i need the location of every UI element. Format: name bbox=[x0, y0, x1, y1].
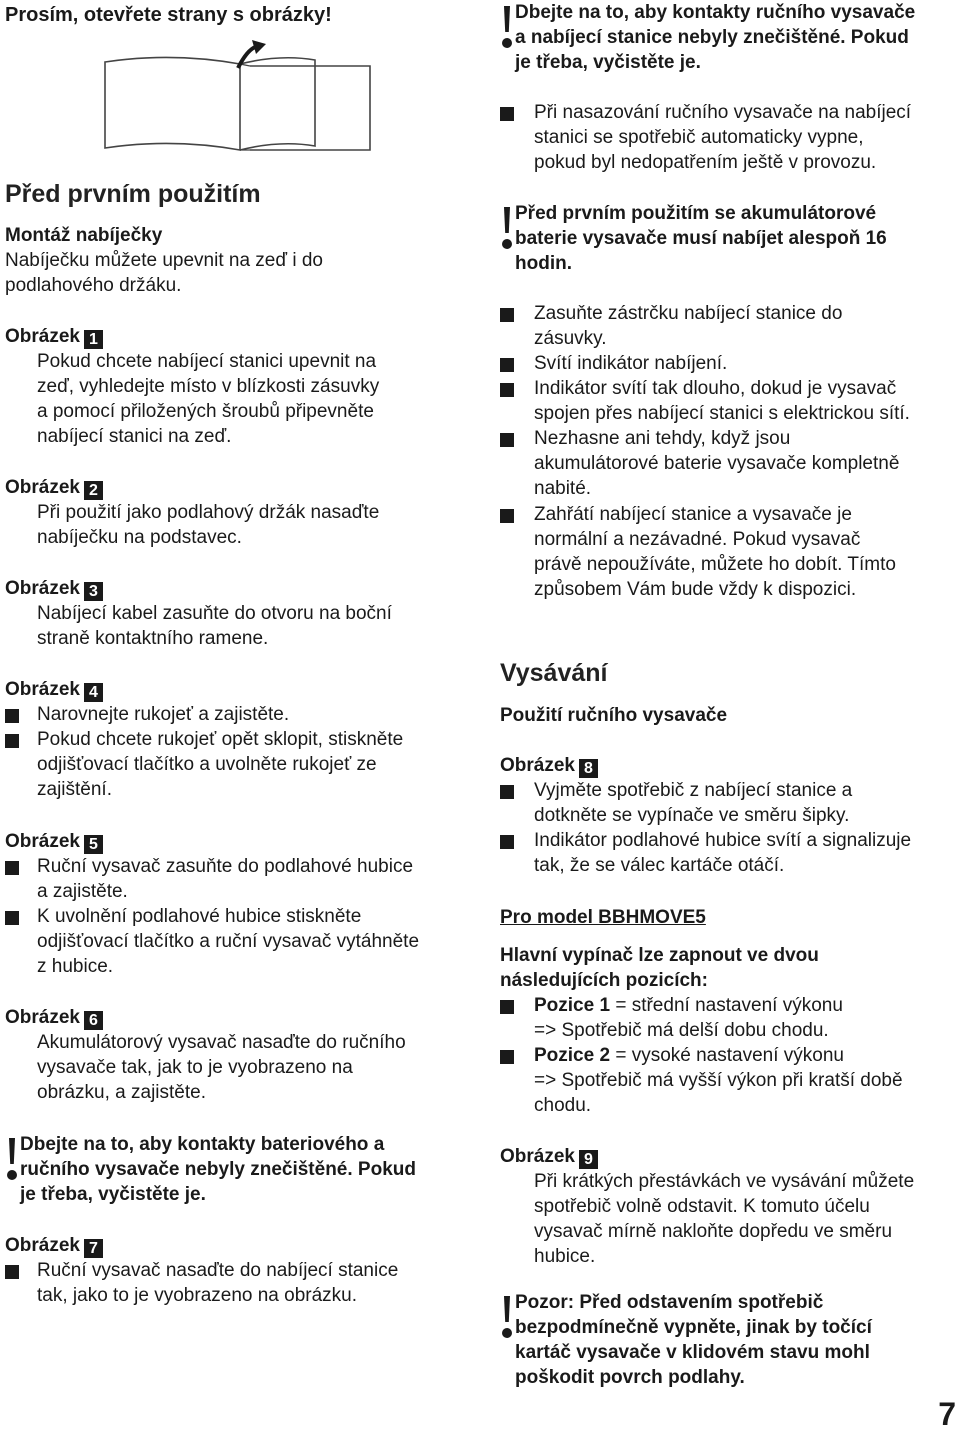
figure-1-label: Obrázek 1 bbox=[5, 324, 103, 349]
fig1-line: Pokud chcete nabíjecí stanici upevnit na bbox=[37, 351, 377, 372]
position-2-detail: chodu. bbox=[534, 1095, 592, 1116]
position-2: Pozice 2 = vysoké nastavení výkonu bbox=[534, 1045, 844, 1066]
charge-bullet-5: způsobem Vám bude vždy k dispozici. bbox=[534, 579, 857, 600]
bullet-square bbox=[5, 911, 19, 925]
fig7-bullet-1: tak, jako to je vyobrazeno na obrázku. bbox=[37, 1285, 358, 1306]
fig1-line: nabíjecí stanici na zeď. bbox=[37, 426, 232, 447]
charge-bullet-3: spojen přes nabíjecí stanici s elektrickou sítí. bbox=[534, 403, 910, 424]
warning-3-line: Pozor: Před odstavením spotřebič bbox=[515, 1292, 824, 1313]
switch-title: Hlavní vypínač lze zapnout ve dvou bbox=[500, 945, 819, 966]
position-1: Pozice 1 = střední nastavení výkonu bbox=[534, 995, 843, 1016]
fig7-bullet-1: Ruční vysavač nasaďte do nabíjecí stanice bbox=[37, 1260, 399, 1281]
model-title: Pro model BBHMOVE5 bbox=[500, 907, 706, 928]
bullet-square bbox=[5, 861, 19, 875]
page-number: 7 bbox=[938, 1396, 956, 1432]
fig1-line: zeď, vyhledejte místo v blízkosti zásuvky bbox=[37, 376, 380, 397]
bullet-square bbox=[5, 734, 19, 748]
charge-bullet-5: právě nepoužíváte, můžete ho dobít. Tímto bbox=[534, 554, 896, 575]
vysavani-title: Vysávání bbox=[500, 659, 608, 687]
charge-bullet-3: Indikátor svítí tak dlouho, dokud je vysavač bbox=[534, 378, 897, 399]
fig4-bullet-2: odjišťovací tlačítko a uvolněte rukojeť ze bbox=[37, 754, 377, 775]
fig8-bullet-1: dotkněte se vypínače ve směru šipky. bbox=[534, 805, 850, 826]
bullet-square bbox=[500, 835, 514, 849]
open-book-icon bbox=[100, 40, 375, 160]
warning-icon bbox=[500, 207, 514, 255]
section-title: Před prvním použitím bbox=[5, 180, 261, 208]
fig6-line: Akumulátorový vysavač nasaďte do ručního bbox=[37, 1032, 406, 1053]
fig1-line: a pomocí přiložených šroubů připevněte bbox=[37, 401, 374, 422]
fig4-bullet-2: zajištění. bbox=[37, 779, 112, 800]
fig4-bullet-2: Pokud chcete rukojeť opět sklopit, stiskněte bbox=[37, 729, 404, 750]
fig6-line: obrázku, a zajistěte. bbox=[37, 1082, 206, 1103]
fig2-line: nabíječku na podstavec. bbox=[37, 527, 242, 548]
figure-7-label: Obrázek 7 bbox=[5, 1233, 103, 1258]
fig5-bullet-2: K uvolnění podlahové hubice stiskněte bbox=[37, 906, 362, 927]
fig8-bullet-1: Vyjměte spotřebič z nabíjecí stanice a bbox=[534, 780, 853, 801]
charge-bullet-4: nabité. bbox=[534, 478, 592, 499]
warning-3-line: bezpodmínečně vypněte, jinak by točící bbox=[515, 1317, 872, 1338]
fig5-bullet-2: odjišťovací tlačítko a ruční vysavač vytáhněte bbox=[37, 931, 420, 952]
warning-icon bbox=[500, 1296, 514, 1344]
fig2-line: Při použití jako podlahový držák nasaďte bbox=[37, 502, 380, 523]
warning-icon bbox=[5, 1138, 19, 1186]
figure-6-label: Obrázek 6 bbox=[5, 1005, 103, 1030]
charge-bullet-4: akumulátorové baterie vysavače kompletně bbox=[534, 453, 900, 474]
montaz-line-2: podlahového držáku. bbox=[5, 275, 182, 296]
auto-off-line: Při nasazování ručního vysavače na nabíjecí bbox=[534, 102, 912, 123]
fig6-line: vysavače tak, jak to je vyobrazeno na bbox=[37, 1057, 353, 1078]
fig5-bullet-1: Ruční vysavač zasuňte do podlahové hubice bbox=[37, 856, 414, 877]
warning-top-line: a nabíjecí stanice nebyly znečištěné. Pokud bbox=[515, 27, 909, 48]
figure-8-label: Obrázek 8 bbox=[500, 753, 598, 778]
bullet-square bbox=[500, 433, 514, 447]
bullet-square bbox=[5, 709, 19, 723]
charge-bullet-2: Svítí indikátor nabíjení. bbox=[534, 353, 728, 374]
warning-2-line: baterie vysavače musí nabíjet alespoň 16 bbox=[515, 228, 887, 249]
fig4-bullet-1: Narovnejte rukojeť a zajistěte. bbox=[37, 704, 290, 725]
fig9-line: Při krátkých přestávkách ve vysávání můžete bbox=[534, 1171, 915, 1192]
switch-title: následujících pozicích: bbox=[500, 970, 708, 991]
charge-bullet-1: Zasuňte zástrčku nabíjecí stanice do bbox=[534, 303, 843, 324]
fig9-line: vysavač mírně nakloňte dopředu ve směru bbox=[534, 1221, 893, 1242]
fig5-bullet-2: z hubice. bbox=[37, 956, 114, 977]
fig8-bullet-2: tak, že se válec kartáče otáčí. bbox=[534, 855, 785, 876]
bullet-square bbox=[500, 785, 514, 799]
fig5-bullet-1: a zajistěte. bbox=[37, 881, 128, 902]
bullet-square bbox=[500, 1000, 514, 1014]
warning-top-line: je třeba, vyčistěte je. bbox=[515, 52, 701, 73]
warning-1-line: ručního vysavače nebyly znečištěné. Pokud bbox=[20, 1159, 416, 1180]
warning-icon bbox=[500, 6, 514, 54]
montaz-line-1: Nabíječku můžete upevnit na zeď i do bbox=[5, 250, 323, 271]
bullet-square bbox=[5, 1265, 19, 1279]
montaz-title: Montáž nabíječky bbox=[5, 225, 163, 246]
bullet-square bbox=[500, 509, 514, 523]
bullet-square bbox=[500, 107, 514, 121]
charge-bullet-1: zásuvky. bbox=[534, 328, 607, 349]
warning-1-line: je třeba, vyčistěte je. bbox=[20, 1184, 206, 1205]
bullet-square bbox=[500, 308, 514, 322]
charge-bullet-5: normální a nezávadné. Pokud vysavač bbox=[534, 529, 861, 550]
charge-bullet-5: Zahřátí nabíjecí stanice a vysavače je bbox=[534, 504, 852, 525]
warning-2-line: Před prvním použitím se akumulátorové bbox=[515, 203, 877, 224]
position-2-detail: => Spotřebič má vyšší výkon při kratší době bbox=[534, 1070, 903, 1091]
fig3-line: straně kontaktního ramene. bbox=[37, 628, 269, 649]
fig9-line: hubice. bbox=[534, 1246, 596, 1267]
figure-5-label: Obrázek 5 bbox=[5, 829, 103, 854]
figure-4-label: Obrázek 4 bbox=[5, 677, 103, 702]
bullet-square bbox=[500, 383, 514, 397]
pouziti-title: Použití ručního vysavače bbox=[500, 705, 728, 726]
fig8-bullet-2: Indikátor podlahové hubice svítí a signalizuje bbox=[534, 830, 912, 851]
auto-off-line: stanici se spotřebič automaticky vypne, bbox=[534, 127, 864, 148]
auto-off-line: pokud byl nedopatřením ještě v provozu. bbox=[534, 152, 877, 173]
intro-text: Prosím, otevřete strany s obrázky! bbox=[5, 4, 332, 26]
bullet-square bbox=[500, 1050, 514, 1064]
warning-3-line: kartáč vysavače v klidovém stavu mohl bbox=[515, 1342, 870, 1363]
warning-3-line: poškodit povrch podlahy. bbox=[515, 1367, 745, 1388]
position-1-detail: => Spotřebič má delší dobu chodu. bbox=[534, 1020, 829, 1041]
warning-1-line: Dbejte na to, aby kontakty bateriového a bbox=[20, 1134, 385, 1155]
bullet-square bbox=[500, 358, 514, 372]
warning-2-line: hodin. bbox=[515, 253, 572, 274]
figure-9-label: Obrázek 9 bbox=[500, 1144, 598, 1169]
fig9-line: spotřebič volně odstavit. K tomuto účelu bbox=[534, 1196, 870, 1217]
charge-bullet-4: Nezhasne ani tehdy, když jsou bbox=[534, 428, 791, 449]
figure-3-label: Obrázek 3 bbox=[5, 576, 103, 601]
fig3-line: Nabíjecí kabel zasuňte do otvoru na boční bbox=[37, 603, 392, 624]
warning-top-line: Dbejte na to, aby kontakty ručního vysavače bbox=[515, 2, 916, 23]
figure-2-label: Obrázek 2 bbox=[5, 475, 103, 500]
